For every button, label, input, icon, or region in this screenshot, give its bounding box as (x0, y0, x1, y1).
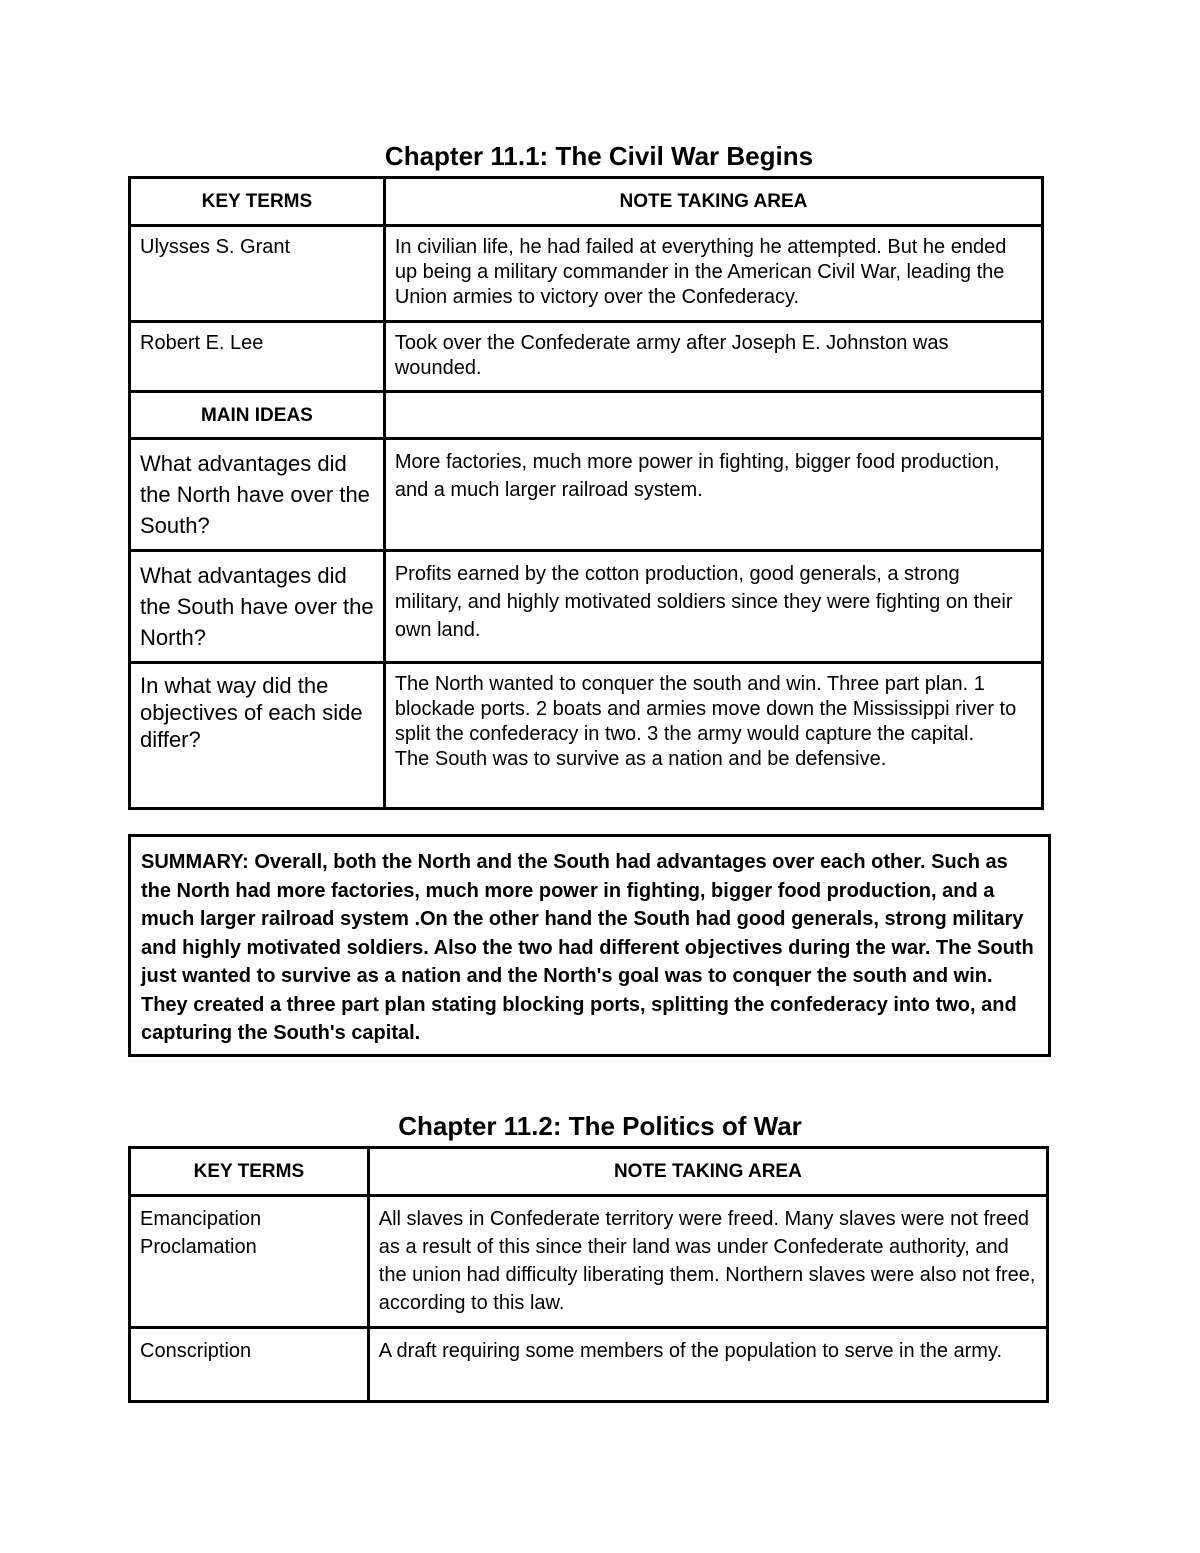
table-header-row (130, 178, 1043, 226)
note-cell: A draft requiring some members of the population to serve in the army. (368, 1328, 1047, 1402)
key-term-cell: Emancipation Proclamation (130, 1196, 369, 1328)
main-idea-answer: Profits earned by the cotton production, good generals, a strong military, and highly motivated soldiers since they were fighting on their own land. (384, 551, 1042, 663)
table-row (130, 439, 1043, 551)
chapter-11-1-title: Chapter 11.1: The Civil War Begins (384, 141, 814, 171)
chapter-11-2-title: Chapter 11.2: The Politics of War (398, 1111, 802, 1141)
key-term-cell: Robert E. Lee (130, 322, 385, 392)
key-terms-header: KEY TERMS (130, 1148, 369, 1196)
note-taking-area-header: NOTE TAKING AREA (368, 1148, 1047, 1196)
answer-line: The North wanted to conquer the south and win. Three part plan. 1 blockade ports. 2 boats and armies move down the Mississippi river to split the confederacy in two. 3 the army would capture the capital. (394, 673, 1017, 745)
key-term-cell: Ulysses S. Grant (130, 226, 385, 322)
key-term-cell: Conscription (130, 1328, 369, 1402)
table-row (130, 1196, 1048, 1328)
note-cell: All slaves in Confederate territory were freed. Many slaves were not freed as a result of this since their land was under Confederate authority, and the union had difficulty liberating them. Northern slaves were also not free, according to this law. (368, 1196, 1047, 1328)
table-row (130, 551, 1043, 663)
main-idea-question: What advantages did the North have over the South? (130, 439, 385, 551)
note-taking-area-header: NOTE TAKING AREA (384, 178, 1042, 226)
key-terms-header: KEY TERMS (130, 178, 385, 226)
note-cell: In civilian life, he had failed at everything he attempted. But he ended up being a military commander in the American Civil War, leading the Union armies to victory over the Confederacy. (384, 226, 1042, 322)
main-idea-question: What advantages did the South have over the North? (130, 551, 385, 663)
table-header-row (130, 1148, 1048, 1196)
note-cell: Took over the Confederate army after Joseph E. Johnston was wounded. (384, 322, 1042, 392)
table-row (130, 663, 1043, 809)
main-ideas-header: MAIN IDEAS (130, 392, 385, 439)
empty-cell (384, 392, 1042, 439)
chapter-11-1-notes-table (128, 176, 1044, 810)
main-idea-answer (384, 663, 1042, 809)
table-row (130, 322, 1043, 392)
chapter-11-2-notes-table (128, 1146, 1049, 1403)
main-ideas-header-row (130, 392, 1043, 439)
table-row (130, 1328, 1048, 1402)
chapter-11-1-summary: SUMMARY: Overall, both the North and the South had advantages over each other. Such as the North had more factories, much more power in fighting, bigger food production, and a much larger railroad system .On the other hand the South had good generals, strong military and highly motivated soldiers. Also the two had different objectives during the war. The South just wanted to survive as a nation and the North's goal was to conquer the south and win. They created a three part plan stating blocking ports, splitting the confederacy into two, and capturing the South's capital. (128, 834, 1051, 1057)
answer-line: The South was to survive as a nation and be defensive. (394, 748, 887, 770)
main-idea-answer: More factories, much more power in fighting, bigger food production, and a much larger railroad system. (384, 439, 1042, 551)
table-row (130, 226, 1043, 322)
main-idea-question: In what way did the objectives of each side differ? (130, 663, 385, 809)
